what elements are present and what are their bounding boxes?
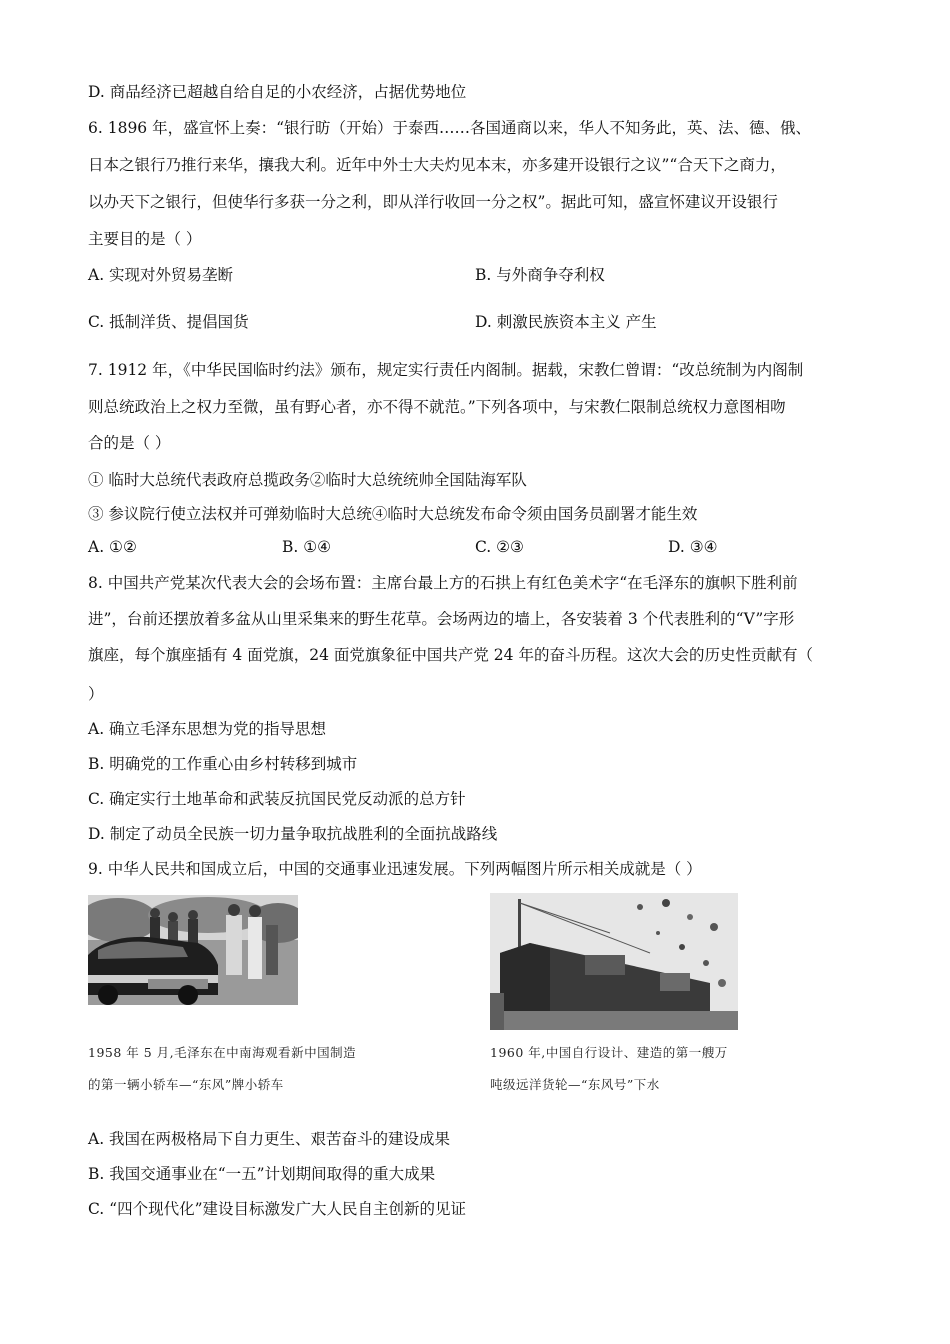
ship-photo bbox=[490, 893, 738, 1030]
q7-option-b[interactable]: B. ①④ bbox=[282, 538, 332, 556]
q7-option-a[interactable]: A. ①② bbox=[88, 538, 137, 556]
q6-option-a[interactable]: A. 实现对外贸易垄断 bbox=[88, 266, 234, 284]
q6-stem-line: 以办天下之银行，但使华行多获一分之利，即从洋行收回一分之权”。据此可知，盛宣怀建议开设银行 bbox=[88, 193, 778, 211]
q8-option-c[interactable]: C. 确定实行土地革命和武装反抗国民党反动派的总方针 bbox=[88, 790, 466, 808]
q7-item: ③ 参议院行使立法权并可弹劾临时大总统④临时大总统发布命令须由国务员副署才能生效 bbox=[88, 505, 698, 523]
q5-option-d: D. 商品经济已超越自给自足的小农经济，占据优势地位 bbox=[88, 83, 467, 101]
q7-option-c[interactable]: C. ②③ bbox=[475, 538, 524, 556]
q9-option-a[interactable]: A. 我国在两极格局下自力更生、艰苦奋斗的建设成果 bbox=[88, 1130, 451, 1148]
caption-right-line: 1960 年,中国自行设计、建造的第一艘万 bbox=[490, 1045, 728, 1060]
q7-stem-line: 合的是（ ） bbox=[88, 434, 171, 452]
q7-item: ① 临时大总统代表政府总揽政务②临时大总统统帅全国陆海军队 bbox=[88, 471, 527, 489]
q7-option-d[interactable]: D. ③④ bbox=[668, 538, 718, 556]
q8-stem-line: 8. 中国共产党某次代表大会的会场布置：主席台最上方的石拱上有红色美术字“在毛泽东的旗帜下胜利前 bbox=[88, 574, 798, 592]
caption-left-line: 的第一辆小轿车—“东风”牌小轿车 bbox=[88, 1077, 284, 1092]
q6-stem-line: 6. 1896 年，盛宣怀上奏：“银行昉（开始）于泰西……各国通商以来，华人不知务此，英、法、德、俄、 bbox=[88, 119, 812, 137]
q6-stem-line: 日本之银行乃推行来华，攘我大利。近年中外士大夫灼见本末，亦多建开设银行之议”“合天下之商力， bbox=[88, 156, 786, 174]
car-photo bbox=[88, 895, 298, 1005]
q8-option-b[interactable]: B. 明确党的工作重心由乡村转移到城市 bbox=[88, 755, 358, 773]
q9-option-b[interactable]: B. 我国交通事业在“一五”计划期间取得的重大成果 bbox=[88, 1165, 436, 1183]
q6-option-d[interactable]: D. 刺激民族资本主义 产生 bbox=[475, 313, 657, 331]
q8-option-a[interactable]: A. 确立毛泽东思想为党的指导思想 bbox=[88, 720, 327, 738]
q9-option-c[interactable]: C. “四个现代化”建设目标激发广大人民自主创新的见证 bbox=[88, 1200, 467, 1218]
caption-right-line: 吨级远洋货轮—“东风号”下水 bbox=[490, 1077, 660, 1092]
q6-option-b[interactable]: B. 与外商争夺利权 bbox=[475, 266, 605, 284]
q9-stem: 9. 中华人民共和国成立后，中国的交通事业迅速发展。下列两幅图片所示相关成就是（ ） bbox=[88, 860, 702, 878]
q6-stem-line: 主要目的是（ ） bbox=[88, 230, 202, 248]
q7-stem-line: 7. 1912 年，《中华民国临时约法》颁布，规定实行责任内阁制。据载，宋教仁曾谓：“改总统制为内阁制 bbox=[88, 361, 804, 379]
q8-stem-line: ） bbox=[88, 685, 104, 703]
q6-option-c[interactable]: C. 抵制洋货、提倡国货 bbox=[88, 313, 249, 331]
q8-stem-line: 旗座，每个旗座插有 4 面党旗，24 面党旗象征中国共产党 24 年的奋斗历程。这次大会的历史性贡献有（ bbox=[88, 646, 813, 664]
q7-stem-line: 则总统政治上之权力至微，虽有野心者，亦不得不就范。”下列各项中，与宋教仁限制总统权力意图相吻 bbox=[88, 398, 786, 416]
caption-left-line: 1958 年 5 月,毛泽东在中南海观看新中国制造 bbox=[88, 1045, 357, 1060]
q8-stem-line: 进”，台前还摆放着多盆从山里采集来的野生花草。会场两边的墙上，各安装着 3 个代表胜利的“V”字形 bbox=[88, 610, 795, 628]
q8-option-d[interactable]: D. 制定了动员全民族一切力量争取抗战胜利的全面抗战路线 bbox=[88, 825, 498, 843]
